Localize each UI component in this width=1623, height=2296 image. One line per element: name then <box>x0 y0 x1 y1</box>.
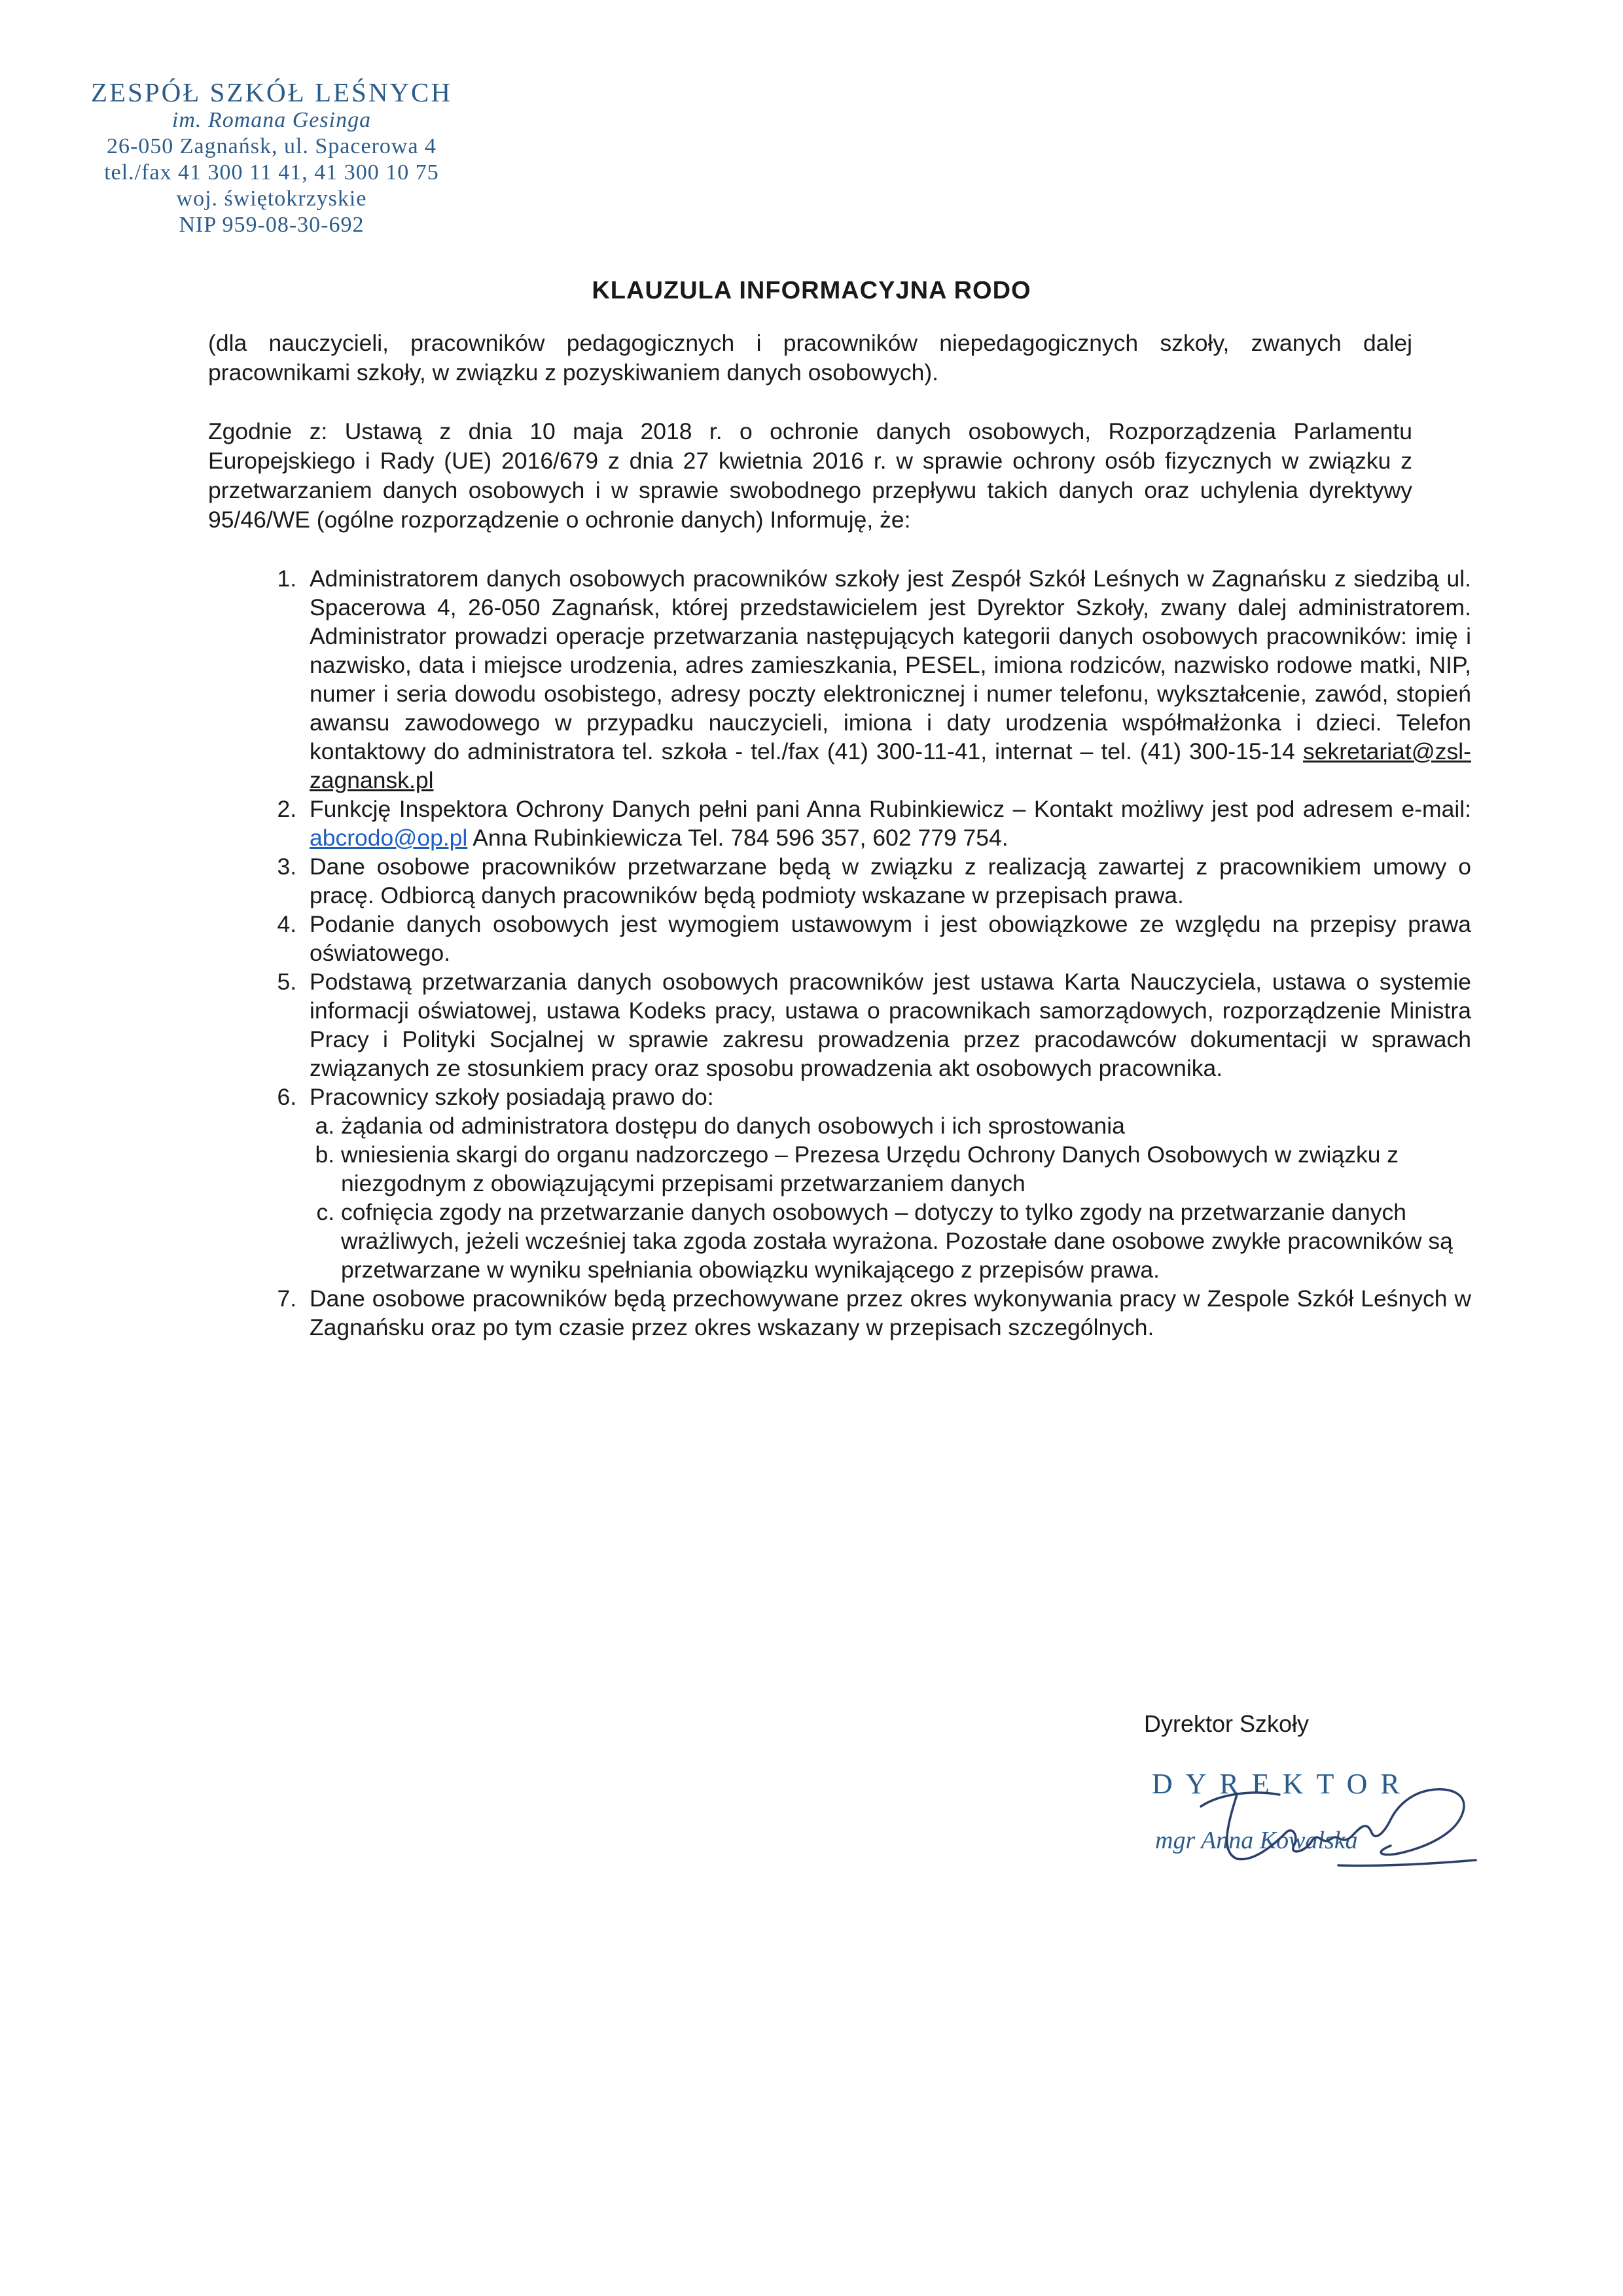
point-2 <box>303 795 1471 852</box>
point-2-text-a: Funkcję Inspektora Ochrony Danych pełni pani Anna Rubinkiewicz – Kontakt możliwy jest pod adresem e-mail: <box>310 796 1471 822</box>
right-b: b. wniesienia skargi do organu nadzorczego – Prezesa Urzędu Ochrony Danych Osobowych w związku z niezgodnym z obowiązującymi przepisami przetwarzaniem danych <box>341 1140 1471 1198</box>
stamp-phone: tel./fax 41 300 11 41, 41 300 10 75 <box>104 160 439 185</box>
director-stamp-title: DYREKTOR <box>1152 1768 1413 1800</box>
information-points-list <box>244 564 1471 1342</box>
intro-paragraph: (dla nauczycieli, pracowników pedagogicznych i pracowników niepedagogicznych szkoły, zwanych dalej pracownikami szkoły, w związku z pozyskiwaniem danych osobowych). <box>208 330 1412 386</box>
director-stamp <box>1122 1754 1489 1905</box>
point-2-text-b: Anna Rubinkiewicza Tel. 784 596 357, 602 779 754. <box>473 825 1008 851</box>
legal-basis-paragraph: Zgodnie z: Ustawą z dnia 10 maja 2018 r. o ochronie danych osobowych, Rozporządzenia Parlamentu Europejskiego i Rady (UE) 2016/679 z dnia 27 kwietnia 2016 r. w sprawie ochrony osób fizycznych w związku z przetwarzaniem danych osobowych i w sprawie swobodnego przepływu takich danych oraz uchylenia dyrektywy 95/46/WE (ogólne rozporządzenie o ochronie danych) Informuję, że: <box>208 418 1412 533</box>
secretariat-email[interactable]: sekretariat@zsl-zagnansk.pl <box>310 738 1471 793</box>
stamp-patron: im. Romana Gesinga <box>171 108 372 132</box>
stamp-address: 26-050 Zagnańsk, ul. Spacerowa 4 <box>106 134 437 158</box>
right-c: c. cofnięcia zgody na przetwarzanie danych osobowych – dotyczy to tylko zgody na przetwarzanie danych wrażliwych, jeżeli wcześniej taka zgoda została wyrażona. Pozostałe dane osobowe zwykłe pracowników są przetwarzane w wyniku spełniania obowiązku wynikającego z przepisów prawa. <box>341 1198 1471 1284</box>
point-1 <box>303 564 1471 795</box>
point-5: 5. Podstawą przetwarzania danych osobowych pracowników jest ustawa Karta Nauczyciela, ustawa o systemie informacji oświatowej, ustawa Kodeks pracy, ustawa o pracownikach samorządowych, rozporządzenie Ministra Pracy i Polityki Socjalnej w sprawie zakresu prowadzenia przez pracodawców dokumentacji w sprawach związanych ze stosunkiem pracy oraz sposobu prowadzenia akt osobowych pracownika. <box>303 967 1471 1083</box>
point-7: 7. Dane osobowe pracowników będą przechowywane przez okres wykonywania pracy w Zespole Szkół Leśnych w Zagnańsku oraz po tym czasie przez okres wskazany w przepisach szczególnych. <box>303 1284 1471 1342</box>
point-3: 3. Dane osobowe pracowników przetwarzane będą w związku z realizacją zawartej z pracownikiem umowy o pracę. Odbiorcą danych pracowników będą podmioty wskazane w przepisach prawa. <box>303 852 1471 910</box>
signature-role: Dyrektor Szkoły <box>1144 1710 1310 1737</box>
right-a: a. żądania od administratora dostępu do danych osobowych i ich sprostowania <box>341 1111 1471 1140</box>
director-stamp-name: mgr Anna Kowalska <box>1155 1827 1358 1854</box>
rights-list <box>310 1111 1471 1284</box>
point-1-text: Administratorem danych osobowych pracowników szkoły jest Zespół Szkół Leśnych w Zagnańsku z siedzibą ul. Spacerowa 4, 26-050 Zagnańsk, której przedstawicielem jest Dyrektor Szkoły, zwany dalej administratorem. Administrator prowadzi operacje przetwarzania następujących kategorii danych osobowych pracowników: imię i nazwisko, data i miejsce urodzenia, adres zamieszkania, PESEL, imiona rodziców, nazwisko rodowe matki, NIP, numer i seria dowodu osobistego, adresy poczty elektronicznej i numer telefonu, wykształcenie, zawód, stopień awansu zawodowego w przypadku nauczycieli, imiona i daty urodzenia współmałżonka i dzieci. Telefon kontaktowy do administratora tel. szkoła - tel./fax (41) 300-11-41, internat – tel. (41) 300-15-14 <box>310 565 1471 764</box>
stamp-nip: NIP 959-08-30-692 <box>179 213 365 237</box>
handwritten-signature <box>1122 1754 1489 1905</box>
point-6 <box>303 1083 1471 1284</box>
point-4: 4. Podanie danych osobowych jest wymogiem ustawowym i jest obowiązkowe ze względu na przepisy prawa oświatowego. <box>303 910 1471 967</box>
point-6-text: Pracownicy szkoły posiadają prawo do: <box>310 1084 714 1110</box>
stamp-school-name: ZESPÓŁ SZKÓŁ LEŚNYCH <box>90 77 453 107</box>
document-title: KLAUZULA INFORMACYJNA RODO <box>592 277 1031 304</box>
stamp-region: woj. świętokrzyskie <box>176 187 367 211</box>
school-stamp <box>69 77 474 238</box>
dpo-email-link[interactable]: abcrodo@op.pl <box>310 825 468 851</box>
